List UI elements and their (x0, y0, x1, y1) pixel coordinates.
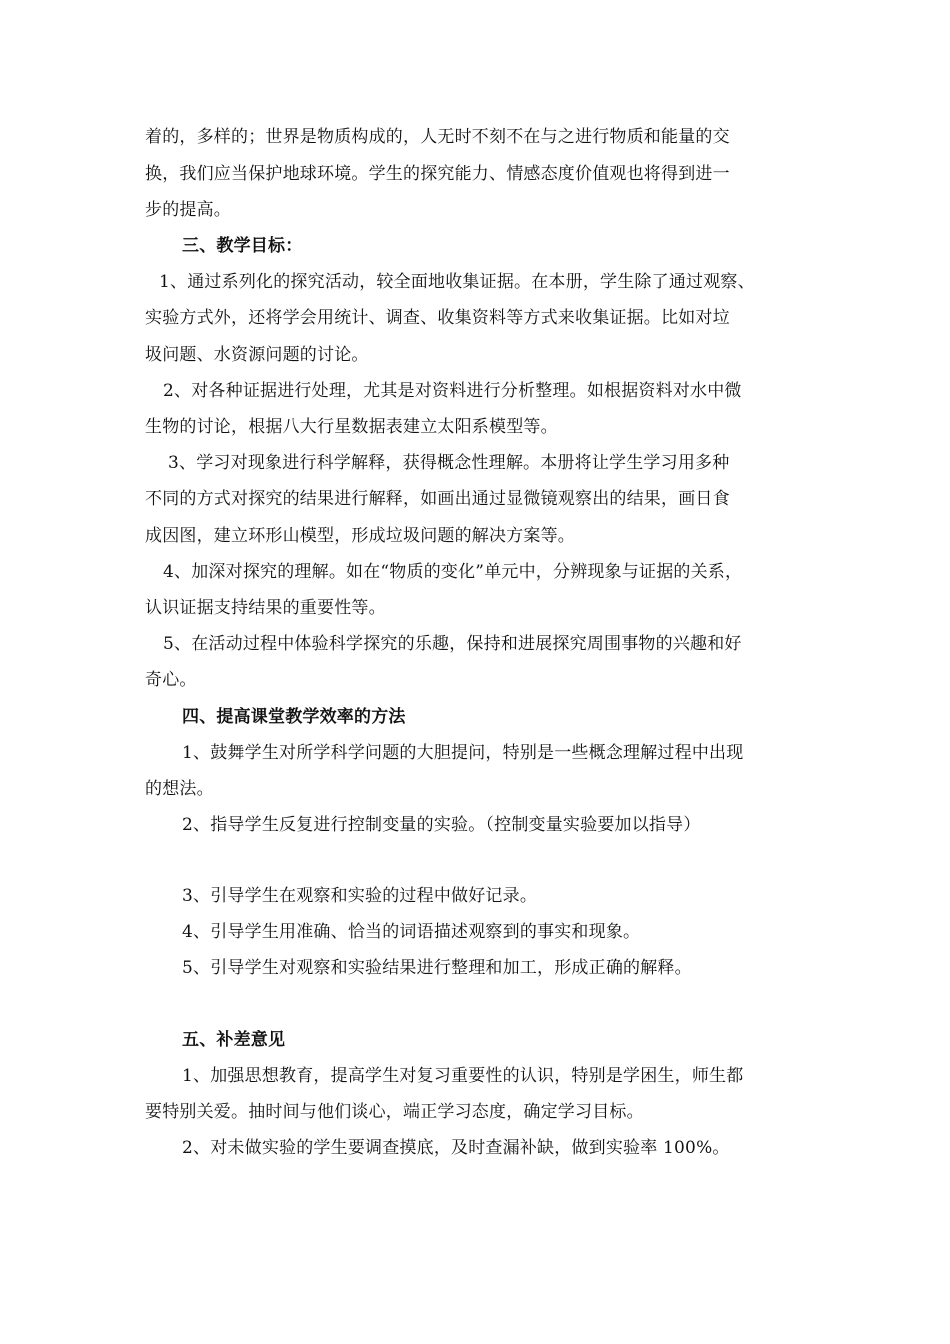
text-line: 实验方式外，还将学会用统计、调查、收集资料等方式来收集证据。比如对垃 (145, 308, 730, 328)
text-line: 1、通过系列化的探究活动，较全面地收集证据。在本册，学生除了通过观察、 (159, 272, 755, 292)
text-line: 1、鼓舞学生对所学科学问题的大胆提问，特别是一些概念理解过程中出现 (182, 743, 744, 763)
section-heading: 四、提高课堂教学效率的方法 (182, 707, 406, 727)
text-line: 2、指导学生反复进行控制变量的实验。（控制变量实验要加以指导） (182, 815, 701, 835)
text-line: 3、引导学生在观察和实验的过程中做好记录。 (182, 886, 538, 906)
text-line: 认识证据支持结果的重要性等。 (145, 598, 386, 618)
text-line: 不同的方式对探究的结果进行解释，如画出通过显微镜观察出的结果，画日食 (145, 489, 730, 509)
text-line: 的想法。 (145, 779, 214, 799)
section-heading: 五、补差意见 (182, 1030, 286, 1050)
text-line: 圾问题、水资源问题的讨论。 (145, 345, 369, 365)
text-line: 要特别关爱。抽时间与他们谈心，端正学习态度，确定学习目标。 (145, 1102, 644, 1122)
text-line: 步的提高。 (145, 200, 231, 220)
text-line: 生物的讨论，根据八大行星数据表建立太阳系模型等。 (145, 417, 558, 437)
text-line: 奇心。 (145, 670, 197, 690)
text-line: 着的，多样的；世界是物质构成的，人无时不刻不在与之进行物质和能量的交 (145, 127, 730, 147)
text-line: 4、加深对探究的理解。如在“物质的变化”单元中，分辨现象与证据的关系， (163, 562, 743, 582)
text-line: 5、引导学生对观察和实验结果进行整理和加工，形成正确的解释。 (182, 958, 692, 978)
text-line: 成因图，建立环形山模型，形成垃圾问题的解决方案等。 (145, 526, 575, 546)
text-line: 4、引导学生用准确、恰当的词语描述观察到的事实和现象。 (182, 922, 641, 942)
text-line: 换，我们应当保护地球环境。学生的探究能力、情感态度价值观也将得到进一 (145, 164, 730, 184)
text-line: 5、在活动过程中体验科学探究的乐趣，保持和进展探究周围事物的兴趣和好 (163, 634, 742, 654)
text-line: 3、学习对现象进行科学解释，获得概念性理解。本册将让学生学习用多种 (168, 453, 730, 473)
text-line: 1、加强思想教育，提高学生对复习重要性的认识，特别是学困生，师生都 (182, 1066, 744, 1086)
text-line: 2、对未做实验的学生要调查摸底，及时查漏补缺，做到实验率 100%。 (182, 1138, 730, 1158)
text-line: 2、对各种证据进行处理，尤其是对资料进行分析整理。如根据资料对水中微 (163, 381, 742, 401)
section-heading: 三、教学目标： (182, 236, 303, 256)
